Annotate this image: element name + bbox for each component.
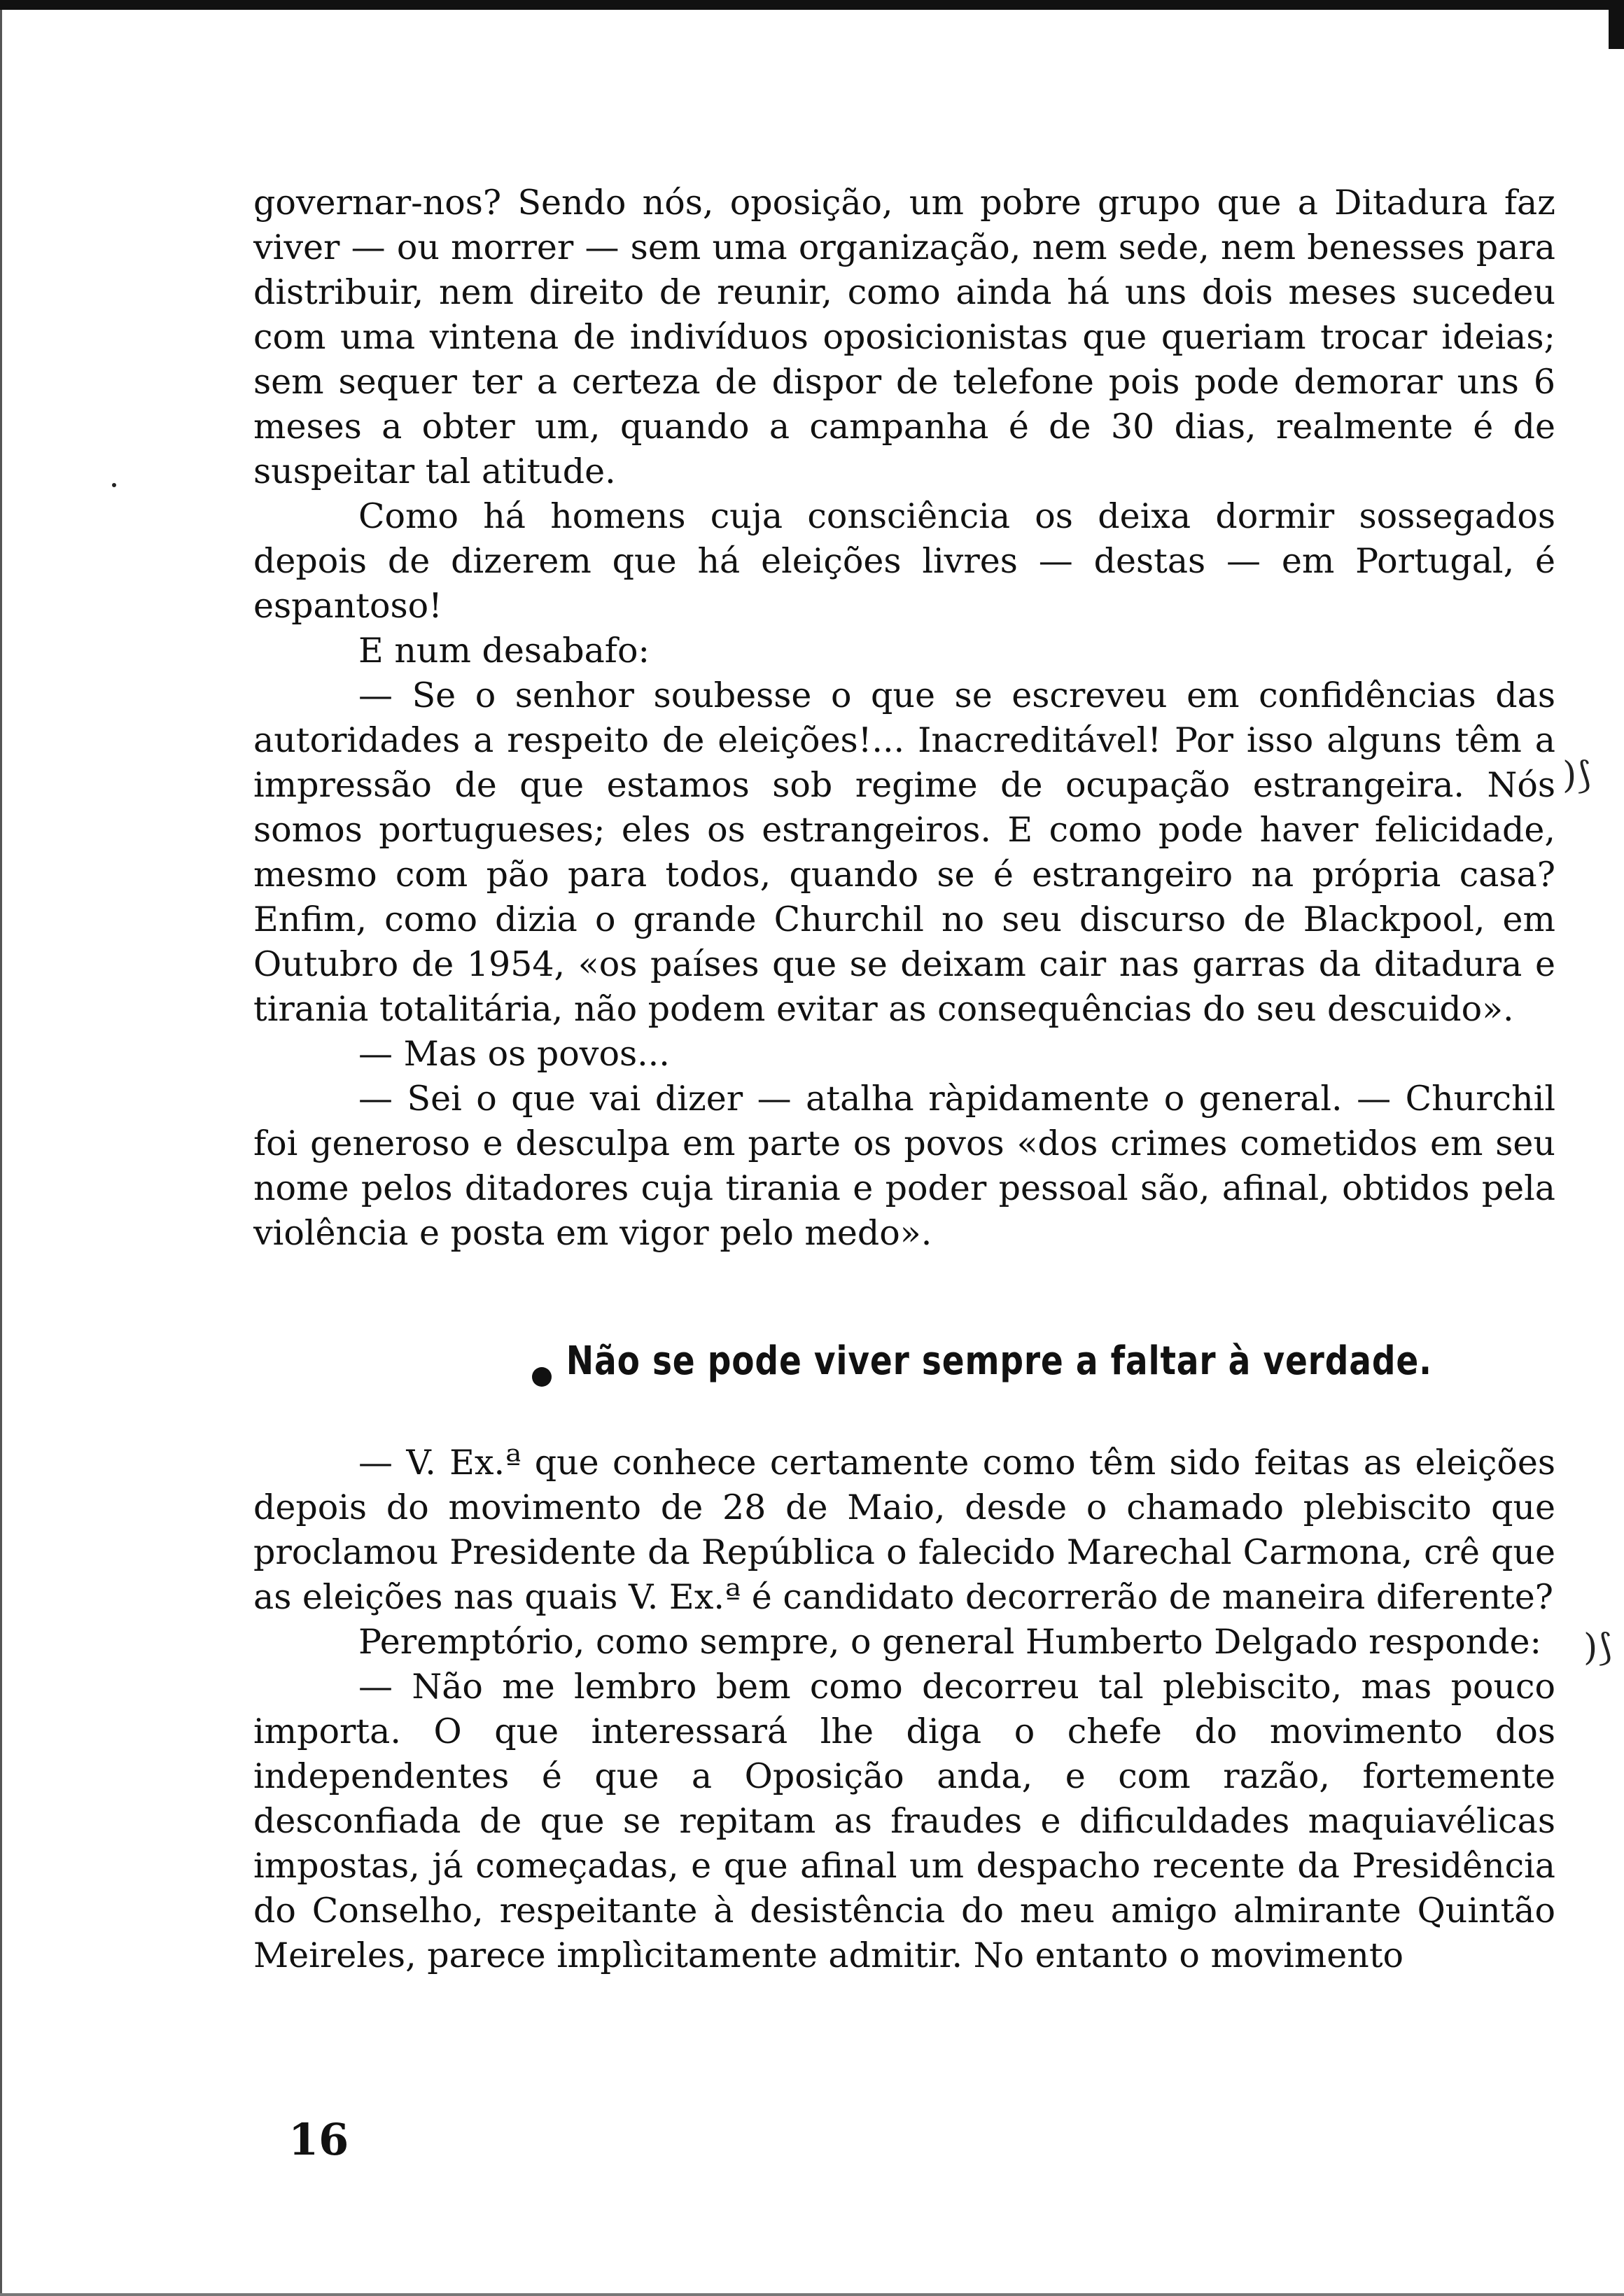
page-number: 16 xyxy=(288,2114,349,2165)
scan-left-edge xyxy=(0,10,2,2296)
section-heading xyxy=(525,1338,1432,1384)
margin-speck xyxy=(112,483,116,487)
paragraph-eleicoes: — V. Ex.ª que conhece certamente como têm sido feitas as eleições depois do movimento de 28 de Maio, desde o chamado plebiscito que proclamou Presidente da República o falecido Marechal Carmona, crê que as eleições nas quais V. Ex.ª é candidato decorrerão de maneira diferente? xyxy=(253,1443,1555,1617)
paragraph-desabafo: E num desabafo: xyxy=(358,631,650,671)
scan-top-border xyxy=(0,0,1624,10)
paragraph-peremptorio: Peremptório, como sempre, o general Humberto Delgado responde: xyxy=(358,1622,1542,1662)
paragraph-governar: governar-nos? Sendo nós, oposição, um pobre grupo que a Ditadura faz viver — ou morrer — sem uma organização, nem sede, nem benesses para distribuir, nem direito de reunir, como ainda há uns dois meses sucedeu com uma vintena de indivíduos oposicionistas que queriam trocar ideias; sem sequer ter a certeza de dispor de telefone pois pode demorar uns 6 meses a obter um, quando a campanha é de 30 dias, realmente é de suspeitar tal atitude. xyxy=(253,183,1555,491)
text-block-top xyxy=(253,181,1555,1256)
paragraph-churchil: — Sei o que vai dizer — atalha ràpidamente o general. — Churchil foi generoso e desculpa em parte os povos «dos crimes cometidos em seu nome pelos ditadores cuja tirania e poder pessoal são, afinal, obtidos pela violência e posta em vigor pelo medo». xyxy=(253,1079,1555,1253)
margin-bracket-mark: )⟆ xyxy=(1562,755,1591,797)
scan-corner-mark xyxy=(1609,0,1624,49)
paragraph-confidencias: — Se o senhor soubesse o que se escreveu em confidências das autoridades a respeito de eleições!... Inacreditável! Por isso alguns têm a impressão de que estamos sob regime de ocupação estrangeira. Nós somos portugueses; eles os estrangeiros. E como pode haver felicidade, mesmo com pão para todos, quando se é estrangeiro na própria casa? Enfim, como dizia o grande Churchil no seu discurso de Blackpool, em Outubro de 1954, «os países que se deixam cair nas garras da ditadura e tirania totalitária, não podem evitar as consequências do seu descuido». xyxy=(253,676,1555,1029)
text-block-bottom xyxy=(253,1441,1555,1978)
paragraph-plebiscito: — Não me lembro bem como decorreu tal plebiscito, mas pouco importa. O que interessará lhe diga o chefe do movimento dos independentes é que a Oposição anda, e com razão, fortemente desconfiada de que se repitam as fraudes e dificuldades maquiavélicas impostas, já começadas, e que afinal um despacho recente da Presidência do Conselho, respeitante à desistência do meu amigo almirante Quintão Meireles, parece implìcitamente admitir. No entanto o movimento xyxy=(253,1667,1555,1975)
scan-bottom-edge xyxy=(0,2293,1624,2296)
paragraph-mas-os-povos: — Mas os povos... xyxy=(358,1034,670,1074)
margin-bracket-mark: )⟆ xyxy=(1583,1627,1612,1669)
section-heading-text: Não se pode viver sempre a faltar à verdade. xyxy=(566,1338,1432,1384)
paragraph-consciencia: Como há homens cuja consciência os deixa dormir sossegados depois de dizerem que há eleições livres — destas — em Portugal, é espantoso! xyxy=(253,496,1555,626)
